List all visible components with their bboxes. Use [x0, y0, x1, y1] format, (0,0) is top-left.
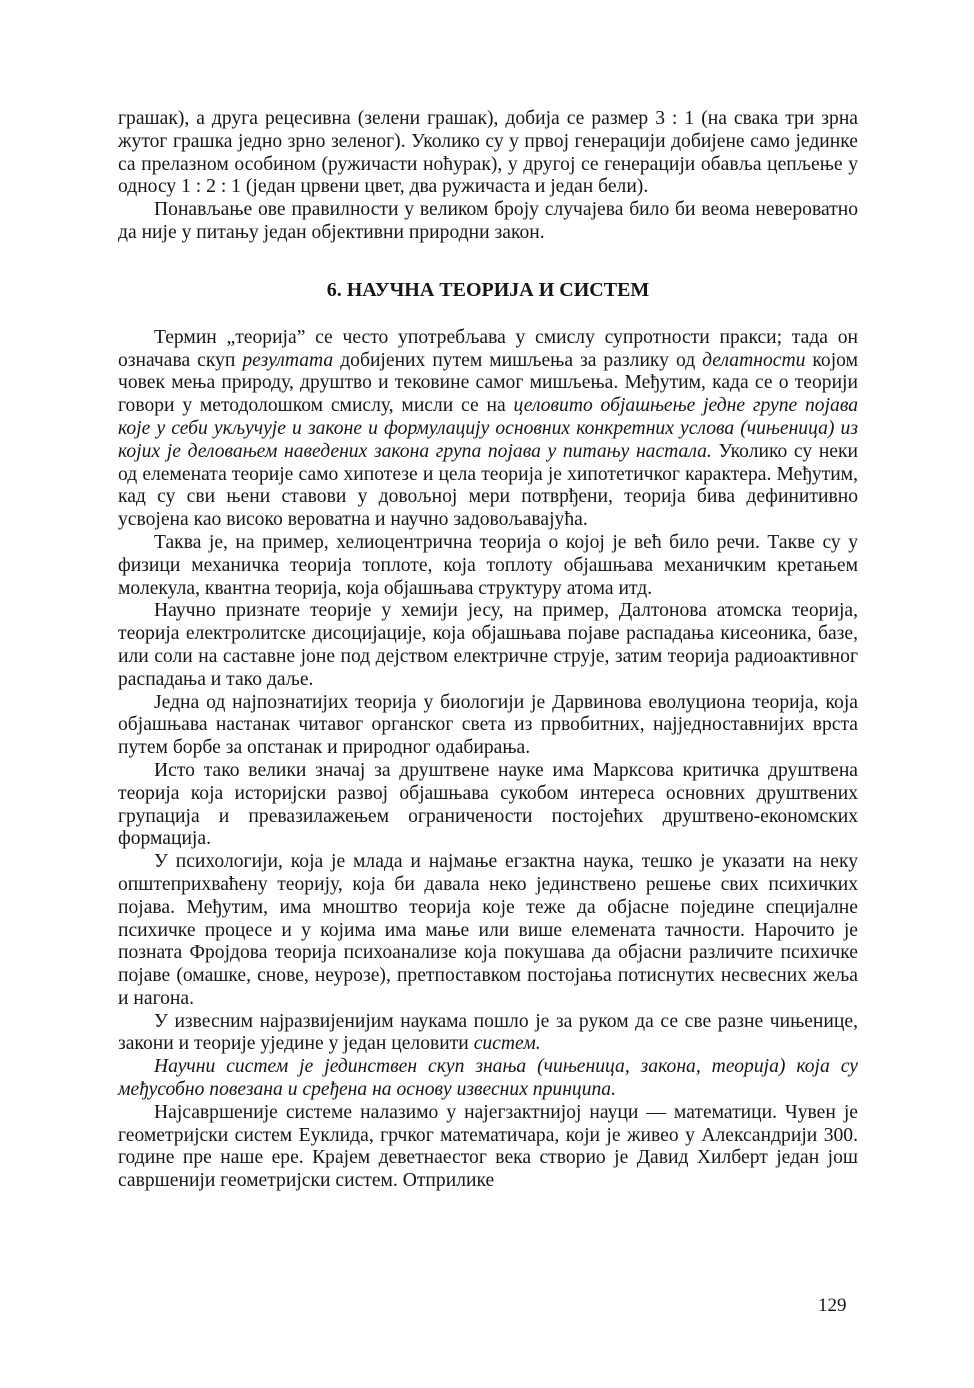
paragraph: Таква је, на пример, хелиоцентрична теорија о којој је већ било речи. Такве су у физици механичка теорија топлоте, која топлоту објашњава механичким кретањем молекула, квантна теорија, која објашњава структуру атома итд.: [118, 531, 858, 599]
page-body: [118, 108, 858, 1193]
italic-term: делатности: [702, 349, 806, 371]
italic-term: резултата: [242, 349, 334, 371]
paragraph: Научно признате теорије у хемији јесу, на пример, Далтонова атомска теорија, теорија електролитске дисоцијације, која објашњава појаве распадања кисеоника, базе, или соли на саставне јоне под дејством електричне струје, затим теорија радиоактивног распадања и тако даље.: [118, 600, 858, 690]
paragraph: [118, 1011, 858, 1057]
paragraph: Једна од најпознатијих теорија у биологији је Дарвинова еволуциона теорија, која објашњава настанак читавог органског света из првобитних, најједноставнијих врста путем борбе за опстанак и природног одабирања.: [118, 691, 858, 759]
text-run: којом човек мења природу, друштво и тековине самог мишљења. Међутим, када се о теорији говори у методолошком смислу, мисли се на: [118, 349, 858, 417]
text-run: У извесним најразвијенијим наукама пошло је за руком да се све разне чињенице, закони и теорије уједине у један целовити: [118, 1010, 858, 1055]
italic-definition: целовито објашњење једне групе појава које у себи укључује и законе и формулацију основних конкретних услова (чињеница) из којих је деловањем наведених закона група појава у питању настала.: [118, 395, 858, 462]
paragraph: Понављање ове правилности у великом броју случајева било би веома невероватно да није у питању један објективни природни закон.: [118, 199, 858, 243]
paragraph: Исто тако велики значај за друштвене науке има Марксова критичка друштвена теорија која историјски развој објашњава сукобом интереса основних друштвених групација и превазилажењем ограничености постојећих друштвено-економских формација.: [118, 759, 858, 850]
paragraph: грашак), а друга рецесивна (зелени грашак), добија се размер 3 : 1 (на свака три зрна жутог грашка једно зрно зеленог). Уколико су у првој генерацији добијене само јединке са прелазном особином (ружичасти ноћурак), у другој се генерацији обавља цепљење у односу 1 : 2 : 1 (један црвени цвет, два ружичаста и један бели).: [118, 108, 858, 198]
text-run: Термин „теорија” се често употребљава у смислу супротности пракси; тада он означава скуп: [118, 326, 858, 371]
italic-definition: Научни систем је јединствен скуп знања (чињеница, закона, теорија) која су међусобно повезана и сређена на основу извесних принципа.: [118, 1056, 858, 1101]
text-run: Уколико су неки од елемената теорије само хипотезе и цела теорија је хипотетичког карактера. Међутим, кад су сви њени ставови у довољној мери потврђени, теорија бива дефинитивно усвојена као високо вероватна и научно задовољавајућа.: [118, 440, 859, 531]
paragraph: Најсавршеније системе налазимо у најегзактнијој науци — математици. Чувен је геометријски систем Еуклида, грчког математичара, који је живео у Александрији 300. године пре наше ере. Крајем деветнаестог века створио је Давид Хилберт један још савршенији геометријски систем. Отприлике: [118, 1101, 858, 1192]
paragraph-system-definition: [118, 1056, 858, 1102]
text-run: добијених путем мишљења за разлику од: [333, 349, 703, 371]
paragraph: У психологији, која је млада и најмање егзактна наука, тешко је указати на неку општеприхваћену теорију, која би давала неко јединствено решење свих психичких појава. Међутим, има мноштво теорија које теже да објасне поједине специјалне психичке процесе и у којима има мање или више елемената тачности. Нарочито је позната Фројдова теорија психоанализе која покушава да објасни различите психичке појаве (омашке, снове, неурозе), претпоставком постојања потиснутих несвесних жеља и нагона.: [118, 851, 858, 1009]
paragraph-theory-definition: [118, 327, 858, 532]
page-number: 129: [818, 1295, 847, 1316]
section-heading: 6. НАУЧНА ТЕОРИЈА И СИСТЕМ: [326, 278, 650, 301]
italic-term: систем.: [473, 1033, 541, 1055]
